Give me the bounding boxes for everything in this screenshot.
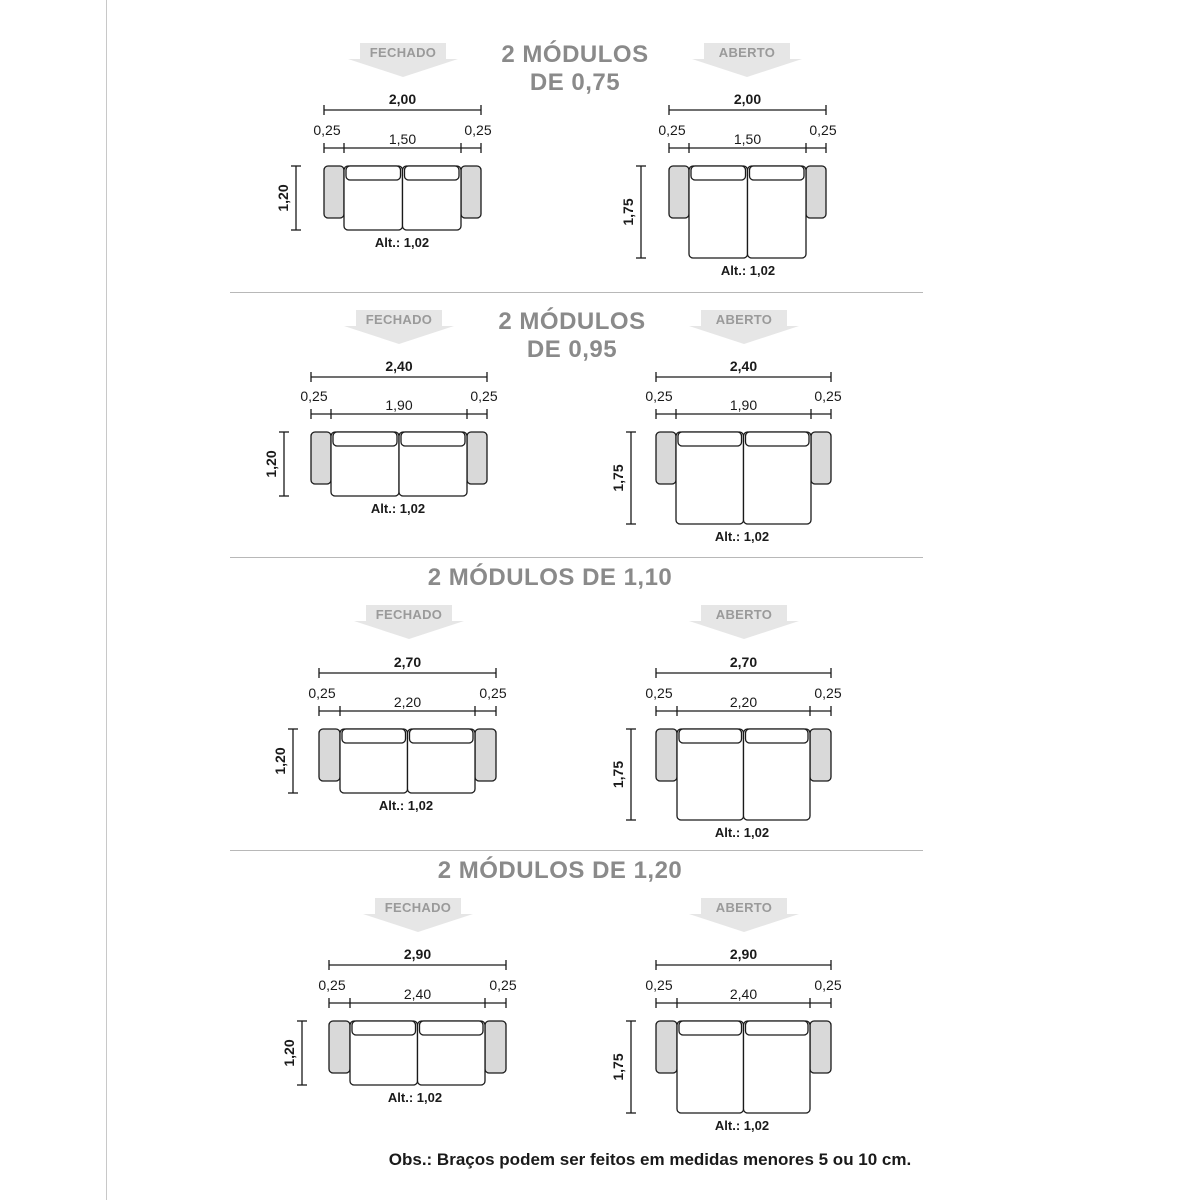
left-arm [329,1021,350,1073]
backrest-left [333,432,397,446]
total-width-label: 2,70 [393,654,422,670]
section-title: 2 MÓDULOS DE 0,75 [501,41,649,96]
right-arm-width-label: 0,25 [814,685,842,701]
depth-label: 1,20 [275,184,291,212]
badge-fechado: FECHADO [354,605,464,639]
backrest-left [679,1021,742,1035]
left-arm-width-label: 0,25 [313,122,341,138]
seat-width-label: 2,40 [403,986,432,1002]
height-label: Alt.: 1,02 [714,1118,770,1133]
section-title: 2 MÓDULOS DE 0,95 [498,308,646,363]
backrest-left [346,166,401,180]
height-label: Alt.: 1,02 [378,798,434,813]
right-arm [806,166,826,218]
depth-label: 1,20 [272,747,288,775]
left-arm-width-label: 0,25 [300,388,328,404]
badge-aberto: ABERTO [689,310,799,344]
right-arm [485,1021,506,1073]
right-arm-width-label: 0,25 [814,388,842,404]
badge-aberto: ABERTO [689,605,799,639]
backrest-left [691,166,746,180]
seat-width-label: 2,20 [393,694,422,710]
depth-label: 1,75 [610,760,626,789]
left-arm-width-label: 0,25 [318,977,346,993]
right-arm [811,432,831,484]
total-width-label: 2,90 [729,946,758,962]
badge-fechado: FECHADO [363,898,473,932]
badge-aberto: ABERTO [692,43,802,77]
total-width-label: 2,00 [733,91,762,107]
badge-aberto: ABERTO [689,898,799,932]
right-arm-width-label: 0,25 [489,977,517,993]
badge-fechado: FECHADO [344,310,454,344]
left-arm-width-label: 0,25 [645,977,673,993]
right-arm [475,729,496,781]
backrest-left [352,1021,416,1035]
right-arm-width-label: 0,25 [479,685,507,701]
footnote: Obs.: Braços podem ser feitos em medidas menores 5 ou 10 cm. [388,1150,912,1169]
seat-width-label: 1,50 [388,131,417,147]
left-arm [669,166,689,218]
right-arm [810,1021,831,1073]
seat-width-label: 1,90 [385,397,413,413]
left-arm [324,166,344,218]
left-arm-width-label: 0,25 [308,685,336,701]
backrest-right [410,729,474,743]
left-arm [319,729,340,781]
right-arm-width-label: 0,25 [814,977,842,993]
height-label: Alt.: 1,02 [387,1090,443,1105]
backrest-left [679,729,742,743]
left-arm-width-label: 0,25 [645,685,673,701]
backrest-right [420,1021,484,1035]
backrest-right [405,166,460,180]
right-arm [467,432,487,484]
total-width-label: 2,70 [729,654,758,670]
total-width-label: 2,40 [729,358,758,374]
total-width-label: 2,00 [388,91,417,107]
right-arm [461,166,481,218]
total-width-label: 2,90 [403,946,432,962]
depth-label: 1,75 [620,198,636,226]
depth-label: 1,75 [610,464,626,492]
left-arm-width-label: 0,25 [645,388,673,404]
right-arm-width-label: 0,25 [464,122,492,138]
right-arm-width-label: 0,25 [470,388,498,404]
left-arm-width-label: 0,25 [658,122,686,138]
height-label: Alt.: 1,02 [714,529,770,544]
right-arm-width-label: 0,25 [809,122,837,138]
badge-fechado: FECHADO [348,43,458,77]
section-title: 2 MÓDULOS DE 1,20 [437,857,683,884]
backrest-right [750,166,805,180]
backrest-right [401,432,465,446]
seat-width-label: 1,50 [733,131,762,147]
depth-label: 1,75 [610,1053,626,1081]
height-label: Alt.: 1,02 [714,825,770,840]
left-arm [311,432,331,484]
backrest-left [342,729,406,743]
left-arm [656,1021,677,1073]
backrest-right [746,432,810,446]
seat-width-label: 2,20 [729,694,758,710]
height-label: Alt.: 1,02 [370,501,426,516]
seat-width-label: 2,40 [729,986,758,1002]
right-arm [810,729,831,781]
backrest-right [746,1021,809,1035]
depth-label: 1,20 [263,450,279,478]
total-width-label: 2,40 [385,358,413,374]
backrest-left [678,432,742,446]
height-label: Alt.: 1,02 [720,263,776,278]
left-arm [656,432,676,484]
backrest-right [746,729,809,743]
left-arm [656,729,677,781]
section-title: 2 MÓDULOS DE 1,10 [427,564,673,591]
seat-width-label: 1,90 [729,397,758,413]
height-label: Alt.: 1,02 [374,235,430,250]
depth-label: 1,20 [281,1039,297,1067]
